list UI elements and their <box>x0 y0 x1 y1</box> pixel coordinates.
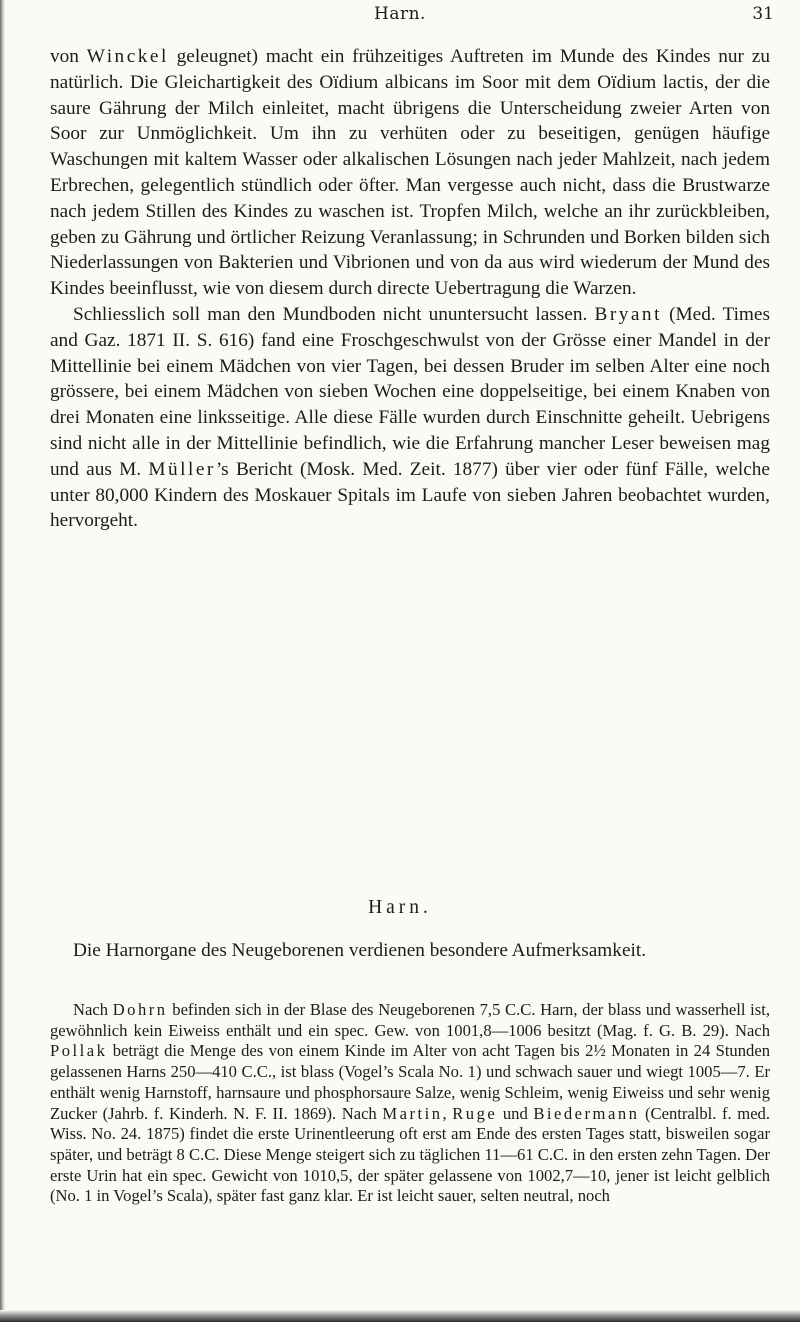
text-run: befinden sich in der Blase des Neugeborenen 7,5 C.C. Harn, der blass und wasserhell ist, gewöhnlich kein Eiweiss enthält und ein spec. Gew. von 1001,8—1006 besitzt (Mag. f. G. B. 29). Nach <box>50 1000 770 1040</box>
running-title: Harn. <box>374 4 426 24</box>
page-number: 31 <box>752 4 774 24</box>
paragraph-soor <box>50 44 770 302</box>
author-name-ruge: Ruge <box>452 1103 498 1123</box>
text-run: geleugnet) macht ein frühzeitiges Auftreten im Munde des Kindes nur zu natürlich. Die Gleichartigkeit des Oïdium albicans im Soor mit dem Oïdium lactis, der die saure Gährung der Milch einleitet, macht übrigens die Unterscheidung zweier Arten von Soor zur Unmöglichkeit. Um ihn zu verhüten oder zu beseitigen, genügen häufige Waschungen mit kaltem Wasser oder alkalischen Lösungen nach jeder Mahlzeit, nach jedem Erbrechen, gelegentlich stündlich oder öfter. Man vergesse auch nicht, dass die Brustwarze nach jedem Stillen des Kindes zu waschen ist. Tropfen Milch, welche an ihr zurückbleiben, geben zu Gährung und örtlicher Reizung Veranlassung; in Schrunden und Borken bilden sich Niederlassungen von Bakterien und Vibrionen und von da aus wird wiederum der Mund des Kindes beeinflusst, wie von diesem durch directe Uebertragung die Warzen. <box>50 46 771 300</box>
text-run: Die Harnorgane des Neugeborenen verdienen besondere Aufmerksamkeit. <box>73 940 647 961</box>
author-name-martin: Martin <box>382 1103 443 1123</box>
author-name-winckel: Winckel <box>86 46 169 67</box>
author-name-biedermann: Biedermann <box>533 1103 640 1123</box>
text-run: (Med. Times and Gaz. 1871 II. S. 616) fand eine Froschgeschwulst von der Grösse einer Mandel in der Mittellinie bei einem Mädchen von vier Tagen, bei dessen Bruder im selben Alter eine noch grössere, bei einem Mädchen von sieben Wochen eine doppelseitige, bei einem Knaben von drei Monaten eine linksseitige. Alle diese Fälle wurden durch Einschnitte geheilt. Uebrigens sind nicht alle in der Mittellinie befindlich, wie die Erfahrung mancher Leser beweisen mag und aus M. <box>50 303 770 480</box>
text-run: (Centralbl. f. med. Wiss. No. 24. 1875) findet die erste Urinentleerung oft erst am Ende des ersten Tages statt, bisweilen sogar später, und beträgt 8 C.C. Diese Menge steigert sich zu täglichen 11—61 C.C. in den ersten zehn Tagen. Der erste Urin hat ein spec. Gewicht von 1010,5, der später gelassene von 1002,7—10, jener ist leicht gelblich (No. 1 in Vogel’s Scala), später fast ganz klar. Er ist leicht sauer, selten neutral, noch <box>50 1103 771 1206</box>
paragraph-harn-details <box>50 1000 770 1207</box>
paragraph-harnorgane <box>50 938 770 964</box>
section-intro <box>50 938 770 964</box>
text-run: von <box>50 46 87 67</box>
text-run: Nach <box>73 1000 113 1019</box>
text-run: Schliesslich soll man den Mundboden nicht ununtersucht lassen. <box>73 303 595 325</box>
paragraph-mundboden <box>50 302 770 534</box>
author-name-mueller: Müller <box>148 458 216 480</box>
page-left-edge-shadow <box>0 0 5 1322</box>
text-run: ’s Bericht (Mosk. Med. Zeit. 1877) über vier oder fünf Fälle, welche unter 80,000 Kindern des Moskauer Spitals im Laufe von sieben Jahren beobachtet wurden, hervorgeht. <box>50 458 770 532</box>
author-name-pollak: Pollak <box>50 1041 108 1061</box>
text-run: und <box>497 1103 534 1123</box>
main-text <box>50 44 770 534</box>
page-bottom-edge-shadow <box>0 1310 800 1322</box>
text-run: beträgt die Menge des von einem Kinde im Alter von acht Tagen bis 2½ Monaten in 24 Stunden gelassenen Harns 250—410 C.C., ist blass (Vogel’s Scala No. 1) und schwach sauer und wiegt 1005—7. Er enthält wenig Harnstoff, harnsaure und phosphorsaure Salze, wenig Schleim, wenig Eiweiss und sehr wenig Zucker (Jahrb. f. Kinderh. N. F. II. 1869). Nach <box>50 1041 770 1123</box>
section-heading: Harn. <box>368 897 432 918</box>
author-name-dohrn: Dohrn <box>112 1000 168 1019</box>
text-run: , <box>442 1103 453 1123</box>
author-name-bryant: Bryant <box>594 303 662 325</box>
small-print-text <box>50 1000 770 1207</box>
